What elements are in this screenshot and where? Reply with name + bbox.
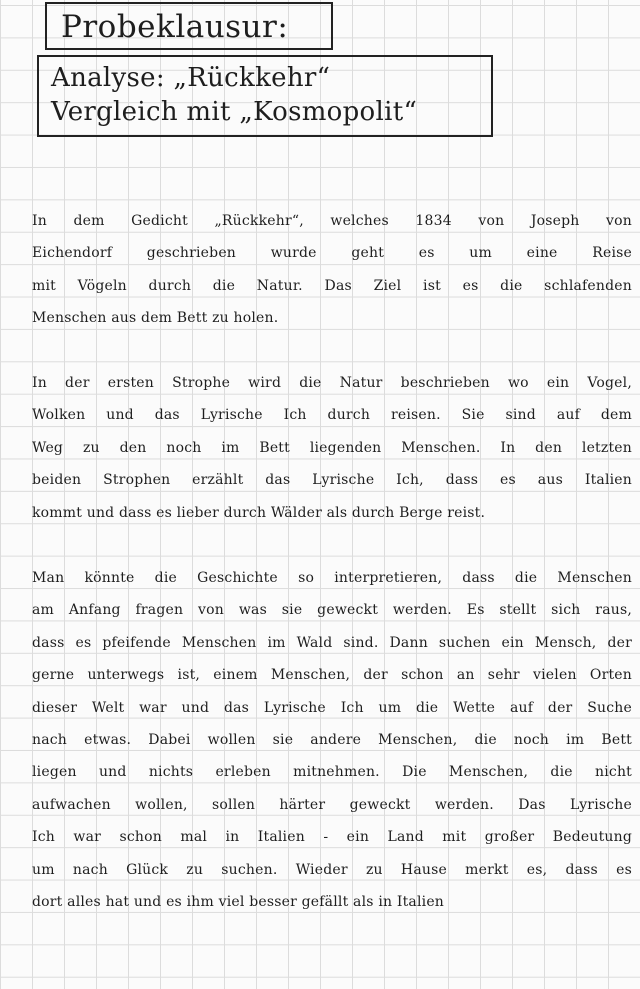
- text-line: Wolken und das Lyrische Ich durch reisen. Sie sind auf dem: [32, 407, 632, 424]
- text-line: mit Vögeln durch die Natur. Das Ziel ist es die schlafenden: [32, 277, 632, 294]
- text-line: Menschen aus dem Bett zu holen.: [32, 310, 279, 327]
- paragraph-summary: [32, 367, 632, 529]
- title-box: [45, 2, 333, 50]
- subtitle-comparison: Vergleich mit „Kosmopolit“: [51, 97, 418, 127]
- text-line: dieser Welt war und das Lyrische Ich um die Wette auf der Suche: [32, 699, 632, 716]
- subtitle-analysis: Analyse: „Rückkehr“: [51, 63, 331, 93]
- text-line: um nach Glück zu suchen. Wieder zu Hause merkt es, dass es: [32, 861, 632, 878]
- text-line: In der ersten Strophe wird die Natur beschrieben wo ein Vogel,: [32, 375, 632, 391]
- page-title: Probeklausur:: [61, 9, 289, 45]
- text-line: gerne unterwegs ist, einem Menschen, der schon an sehr vielen Orten: [32, 667, 632, 684]
- text-line: dort alles hat und es ihm viel besser gefällt als in Italien: [32, 893, 445, 910]
- text-line: liegen und nichts erleben mitnehmen. Die Menschen, die nicht: [32, 764, 632, 781]
- text-line: In dem Gedicht „Rückkehr“, welches 1834 von Joseph von: [32, 213, 632, 229]
- paragraph-introduction: [32, 205, 632, 335]
- text-line: Eichendorf geschrieben wurde geht es um eine Reise: [32, 245, 632, 262]
- text-line: aufwachen wollen, sollen härter geweckt werden. Das Lyrische: [32, 796, 632, 813]
- text-line: Man könnte die Geschichte so interpretieren, dass die Menschen: [32, 570, 632, 586]
- text-line: nach etwas. Dabei wollen sie andere Menschen, die noch im Bett: [32, 731, 632, 748]
- text-line: dass es pfeifende Menschen im Wald sind. Dann suchen ein Mensch, der: [32, 634, 632, 651]
- text-line: beiden Strophen erzählt das Lyrische Ich, dass es aus Italien: [32, 472, 632, 489]
- text-line: kommt und dass es lieber durch Wälder als durch Berge reist.: [32, 504, 486, 521]
- text-line: am Anfang fragen von was sie geweckt werden. Es stellt sich raus,: [32, 602, 632, 619]
- paragraph-interpretation: [32, 562, 632, 918]
- text-line: Ich war schon mal in Italien - ein Land mit großer Bedeutung: [32, 829, 632, 846]
- subtitle-box: [37, 55, 493, 137]
- text-line: Weg zu den noch im Bett liegenden Menschen. In den letzten: [32, 439, 632, 456]
